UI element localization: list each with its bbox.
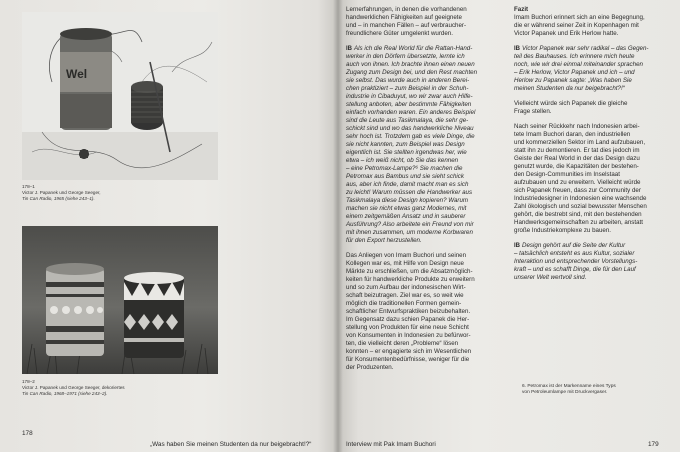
- text-line: gehört, die bestrebt sind, mit den bestehenden: [514, 211, 642, 218]
- text-line: Das Anliegen von Imam Buchori und seinen: [346, 252, 467, 259]
- text-line: genutzt wurde, die Kapazitäten der bestehen-: [514, 163, 639, 170]
- speaker-tag: IB: [346, 46, 352, 52]
- text-line: Victor Papanek und Erik Herlow hatte.: [514, 30, 619, 37]
- text-line: der Produzenten.: [346, 364, 394, 371]
- figure-number: 178–1: [22, 184, 35, 189]
- text-line: sie selbst. Das wurde auch in anderen Berei-: [346, 77, 470, 84]
- text-line: Interaktion und entsprechender Vorstellungs-: [514, 258, 638, 265]
- page-number-left: 178: [22, 430, 33, 437]
- text-line: Als ich die Real World für die Rattan-Hand-: [354, 45, 473, 52]
- text-line: kraft – und es schafft Dinge, die für den Lauf: [514, 266, 636, 273]
- text-line: schaft beizutragen. Ziel war es, so weit wie: [346, 292, 464, 299]
- text-line: Zugang zum Design bei, und den Rest machten: [346, 69, 478, 76]
- text-line: den Design-Communities im Inselstaat: [514, 171, 620, 178]
- footnote-line: 6. Petromax ist der Markenname eines Typs: [522, 384, 616, 389]
- figure-credit: Victor J. Papanek und George Seeger, dekoriertes: [22, 385, 125, 390]
- question-paragraph: [514, 100, 648, 116]
- text-line: sind die Leute aus Tasikmalaya, die sehr ge-: [346, 117, 469, 124]
- text-line: unserer Welt wertvoll sind.: [514, 274, 587, 281]
- intro-paragraph: [346, 6, 477, 38]
- speaker-tag: IB: [514, 46, 520, 52]
- figure-credit: Victor J. Papanek und George Seeger,: [22, 190, 101, 195]
- text-line: eigentlich ist. Sie stellten irgendwas her, wie: [346, 149, 467, 156]
- text-line: handwerklichen Fähigkeiten auf geeignete: [346, 14, 462, 21]
- figure-caption-bottom: [22, 379, 125, 397]
- text-line: Zahl ökologisch und sozial bewusster Menschen: [514, 203, 647, 210]
- text-line: Im Gegensatz dazu schien Papanek die Her-: [346, 316, 470, 323]
- section-heading: Fazit: [514, 6, 529, 13]
- text-line: Frage stellen.: [514, 108, 552, 115]
- text-line: schaftlicher Entwurfspraktiken beizubehalten.: [346, 308, 471, 315]
- figure-caption-top: [22, 184, 101, 202]
- interview-answer-2: [514, 45, 648, 93]
- text-line: und kommerziellen Sektor im Land aufzubauen,: [514, 139, 646, 146]
- photo-tin-can-radio-1965: [22, 12, 218, 180]
- text-line: Petromax aus Bambus und sie sieht schick: [346, 173, 464, 180]
- text-line: tete Imam Buchori daran, den industriellen: [514, 131, 631, 138]
- text-line: für Konsumentenbedürfnisse, weniger für die: [346, 356, 470, 363]
- photo-decorated-tin-can-radio: [22, 226, 218, 374]
- text-line: freundlichere Güter umgelenkt wurden.: [346, 30, 453, 37]
- text-line: zu leicht! Warum müssen die Handwerker aus: [346, 189, 473, 196]
- text-line: meinen Studenten da nur beigebracht?!“: [514, 85, 625, 92]
- footnote-line: von Petroleumlampe mit Druckvergaser.: [522, 390, 608, 395]
- figure-number: 178–2: [22, 379, 35, 384]
- text-line: machen sie nicht etwas ganz Modernes, mit: [346, 205, 467, 212]
- text-line: die er während seiner Zeit in Kopenhagen mit: [514, 22, 639, 29]
- text-line: chen praktiziert – zum Beispiel in der Schuh-: [346, 85, 469, 92]
- fazit-paragraph: [514, 14, 648, 38]
- text-line: aufzubauen und zu erweitern. Vielleicht würde: [514, 179, 641, 186]
- text-line: stellung von Produkten für eine neue Schicht: [346, 324, 469, 331]
- text-line: Märkte zu erschließen, um die Absatzmöglich-: [346, 268, 473, 275]
- text-column-right: [514, 6, 648, 282]
- text-line: Victor Papanek war sehr radikal – das Gegen-: [522, 45, 649, 52]
- text-line: teil des Bauhauses. Ich erinnere mich heute: [514, 53, 635, 60]
- text-line: Imam Buchori erinnert sich an eine Begegnung,: [514, 14, 645, 21]
- text-line: einfach vorhanden waren. Ein anderes Beispiel: [346, 109, 476, 116]
- text-column-middle: [346, 6, 477, 372]
- text-line: Handwerksgemeinschaften zu arbeiten, anstatt: [514, 219, 643, 226]
- text-line: große Industriekomplexe zu bauen.: [514, 227, 611, 234]
- running-head-left: „Was haben Sie meinen Studenten da nur beigebracht!?“: [150, 441, 312, 448]
- text-line: Vielleicht würde sich Papanek die gleiche: [514, 100, 628, 107]
- text-line: möglich die traditionellen Formen gemein-: [346, 300, 462, 307]
- speaker-tag: IB: [514, 243, 520, 249]
- interview-answer-3: [514, 242, 648, 282]
- text-line: und – in manchen Fällen – auf verbraucher-: [346, 22, 467, 29]
- text-line: ten, die vielleicht deren „Probleme“ lösen: [346, 340, 459, 347]
- text-line: Nach seiner Rückkehr nach Indonesien arbei-: [514, 123, 640, 130]
- text-line: Kollegen war es, mit Hilfe von Design neue: [346, 260, 464, 267]
- text-line: konnten – er engagierte sich im Wesentlichen: [346, 348, 472, 355]
- text-line: Herlow zu Papanek sagte: „Was haben Sie: [514, 77, 632, 84]
- body-paragraph: [514, 123, 648, 235]
- text-line: einem zeitgemäßen Ansatz und in sauberer: [346, 213, 466, 220]
- text-line: mit ihnen zusammen, um moderne Korbwaren: [346, 229, 473, 236]
- text-line: sie nicht kannten, zum Beispiel was Design: [346, 141, 465, 148]
- svg-text:Wel: Wel: [66, 67, 88, 81]
- text-line: Lernerfahrungen, in denen die vorhandenen: [346, 6, 467, 13]
- running-head-right: Interview mit Pak Imam Buchori: [346, 441, 436, 448]
- text-line: industrie in Cibaduyut, wo wir zwar auch Hilfe-: [346, 93, 473, 100]
- body-paragraph: [346, 252, 477, 372]
- text-line: und so zum Aufbau der indonesischen Wirt-: [346, 284, 466, 291]
- text-line: sich Papanek freuen, dass zur Community der: [514, 187, 641, 194]
- text-line: von Konsumenten in Indonesien zu befürwor-: [346, 332, 471, 339]
- text-line: Industriedesigner in Indonesien eine wachsende: [514, 195, 647, 202]
- text-line: sehr hoch ist. Trotzdem gab es viele Dinge, die: [346, 133, 475, 140]
- text-line: Design gehört auf die Seite der Kultur: [522, 242, 626, 249]
- text-line: noch, wie wir drei einmal miteinander sprachen: [514, 61, 643, 68]
- text-line: Geiste der Real World in der das Design dazu: [514, 155, 640, 162]
- text-line: für den Export herzustellen.: [346, 237, 422, 244]
- text-line: keiten für handwerkliche Produkte zu erweitern: [346, 276, 475, 283]
- text-line: statt ihn zu demontieren. Er tat dies jedoch im: [514, 147, 640, 154]
- text-line: Tasikmalaya diese Design kopieren? Warum: [346, 197, 469, 204]
- figure-title: Tin Can Radio, 1968–1971 (siehe 243–2).: [22, 391, 108, 396]
- text-line: – tatsächlich entsteht es aus Kultur, sozialer: [514, 250, 635, 257]
- text-line: werker in den Dörfern übersetzte, lernte ich: [346, 53, 465, 60]
- page-number-right: 179: [648, 441, 659, 448]
- text-line: etwa – ich weiß nicht, ob Sie das kennen: [346, 157, 459, 164]
- text-line: auch von ihnen. Ich brachte ihnen einen neuen: [346, 61, 475, 68]
- interview-answer-1: [346, 45, 477, 245]
- text-line: stellung anboten, aber bestimmte Fähigkeiten: [346, 101, 472, 108]
- text-line: Ausführung? Also arbeitete ein Freund von mir: [346, 221, 474, 228]
- text-line: – Erik Herlow, Victor Papanek und ich – und: [514, 69, 635, 76]
- book-spine: [333, 0, 343, 452]
- footnote: [522, 384, 616, 396]
- text-line: schickt sind und wo das handwerkliche Niveau: [346, 125, 474, 132]
- figure-title: Tin Can Radio, 1965 (siehe 243–1).: [22, 196, 95, 201]
- text-line: aus, aber ich finde, damit macht man es sich: [346, 181, 469, 188]
- text-line: – eine Petromax-Lampe?⁶ Sie machen die: [346, 165, 463, 172]
